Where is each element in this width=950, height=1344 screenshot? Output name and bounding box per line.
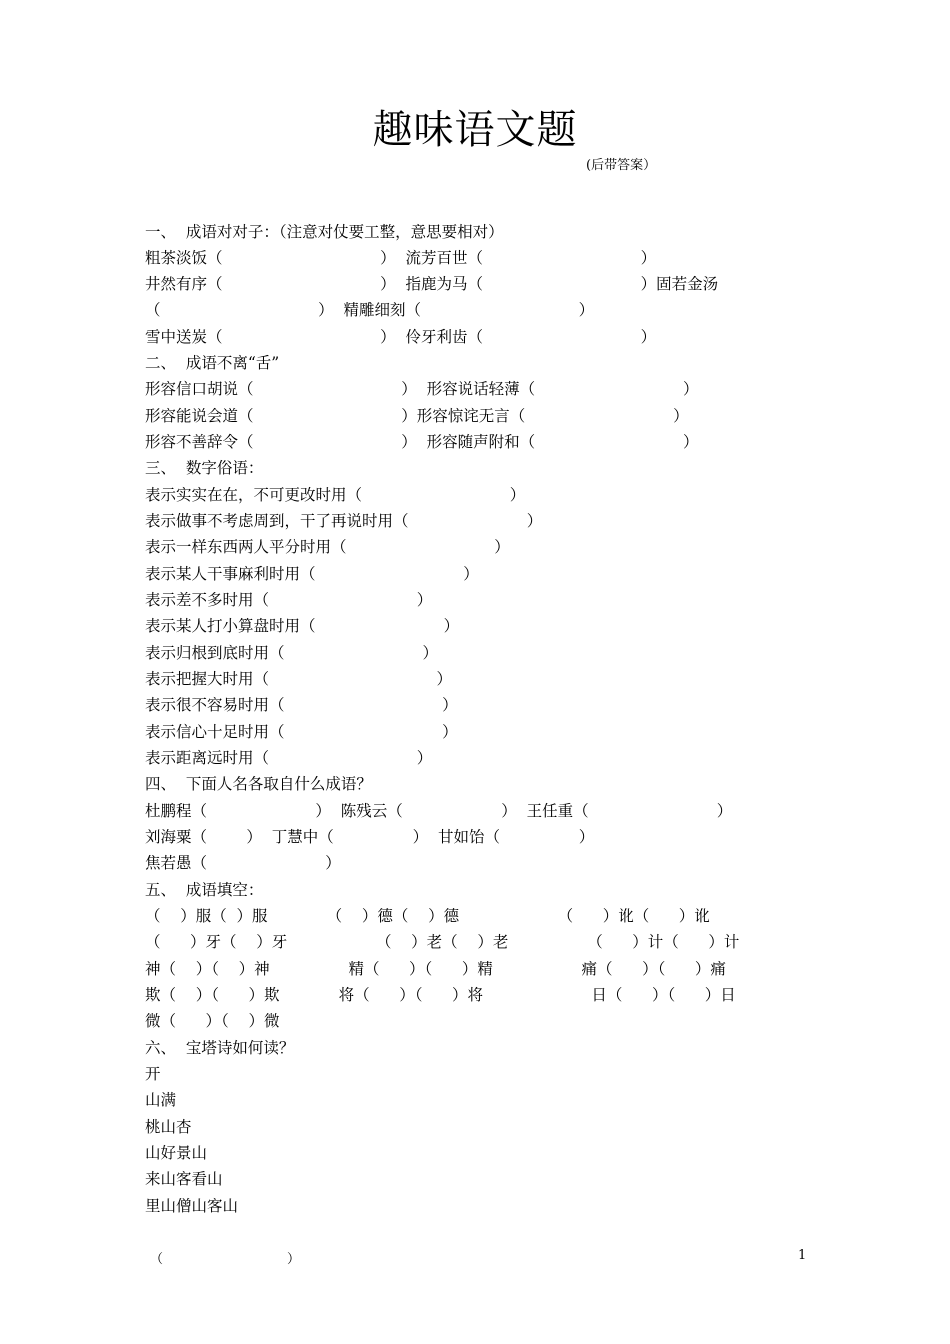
document-subtitle: (后带答案） [586,158,657,173]
section-heading-number-sayings: 三、 数字俗语： [145,459,264,477]
text-line: 神（ ）（ ）神 精（ ）（ ）精 痛（ ）（ ）痛 [145,960,726,978]
footer-answer-blank: （ ） [150,1252,300,1267]
text-line: 形容不善辞令（ ） 形容随声附和（ ） [145,433,699,451]
section-heading-tongue-idioms: 二、 成语不离“舌” [145,354,280,372]
text-line: 焦若愚（ ） [145,854,341,872]
text-line: 杜鹏程（ ） 陈残云（ ） 王任重（ ） [145,802,733,820]
text-line: 表示某人打小算盘时用（ ） [145,617,460,635]
text-line: 雪中送炭（ ） 伶牙利齿（ ） [145,328,657,346]
text-line: 表示一样东西两人平分时用（ ） [145,538,510,556]
poem-line: 开 [145,1065,161,1083]
poem-line: 里山僧山客山 [145,1197,239,1215]
poem-line: 桃山杏 [145,1118,192,1136]
document-title: 趣味语文题 [372,107,578,153]
section-heading-idiom-pairs: 一、 成语对对子：（注意对仗要工整，意思要相对） [145,223,504,241]
text-line: 表示归根到底时用（ ） [145,644,438,662]
text-line: 表示做事不考虑周到，干了再说时用（ ） [145,512,543,530]
text-line: 表示某人干事麻利时用（ ） [145,565,479,583]
text-line: 表示把握大时用（ ） [145,670,453,688]
text-line: （ ）牙（ ）牙 （ ）老（ ）老 （ ）计（ ）计 [145,933,740,951]
text-line: 微（ ）（ ）微 [145,1012,280,1030]
section-heading-fill-in: 五、 成语填空： [145,881,264,899]
text-line: 欺（ ）（ ）欺 将（ ）（ ）将 日（ ）（ ）日 [145,986,736,1004]
text-line: 表示差不多时用（ ） [145,591,433,609]
section-heading-pagoda-poem: 六、 宝塔诗如何读？ [145,1039,295,1057]
poem-line: 来山客看山 [145,1170,223,1188]
poem-line: 山好景山 [145,1144,208,1162]
text-line: 表示实实在在，不可更改时用（ ） [145,486,526,504]
text-line: 刘海粟（ ） 丁慧中（ ） 甘如饴（ ） [145,828,595,846]
text-line: 表示很不容易时用（ ） [145,696,458,714]
text-line: 表示信心十足时用（ ） [145,723,458,741]
page-number: 1 [798,1248,807,1263]
text-line: 形容能说会道（ ）形容惊诧无言（ ） [145,407,689,425]
text-line: 表示距离远时用（ ） [145,749,433,767]
text-line: （ ）服（ ）服 （ ）德（ ）德 （ ）讹（ ）讹 [145,907,710,925]
section-heading-names: 四、 下面人名各取自什么成语？ [145,775,372,793]
text-line: 形容信口胡说（ ） 形容说话轻薄（ ） [145,380,699,398]
text-line: 粗茶淡饭（ ） 流芳百世（ ） [145,249,657,267]
text-line: （ ） 精雕细刻（ ） [145,301,595,319]
poem-line: 山满 [145,1091,177,1109]
text-line: 井然有序（ ） 指鹿为马（ ）固若金汤 [145,275,719,293]
